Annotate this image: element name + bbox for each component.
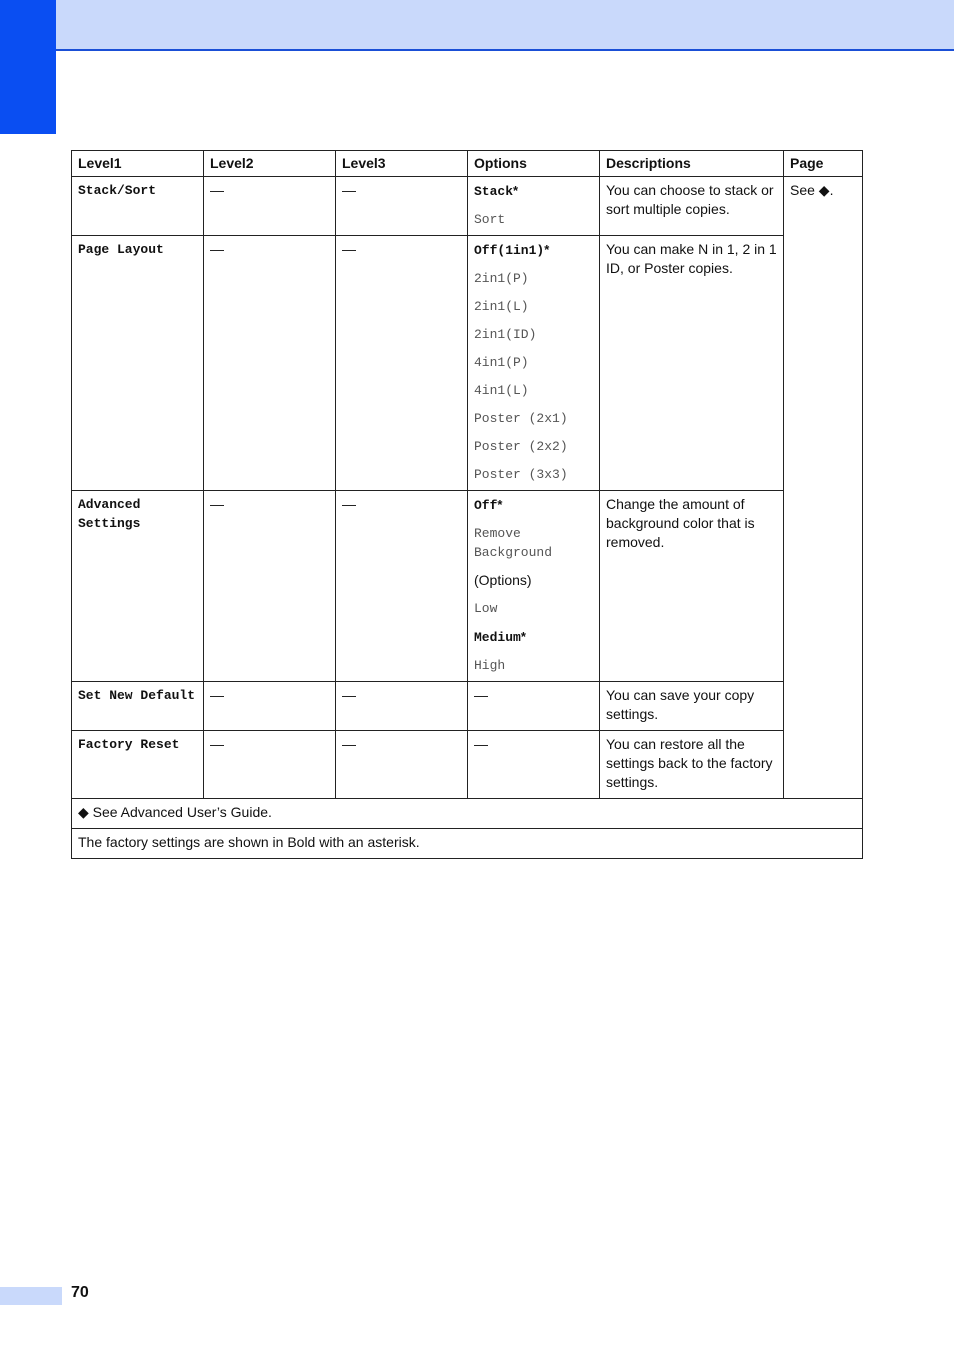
row-level1: Set New Default xyxy=(72,682,204,731)
option-item xyxy=(474,465,593,484)
table-row xyxy=(72,731,863,799)
option-item xyxy=(474,524,593,562)
option-label: 4in1(P) xyxy=(474,355,529,370)
option-item xyxy=(474,437,593,456)
copy-settings-table xyxy=(71,150,863,859)
option-item xyxy=(474,656,593,675)
option-label: Poster (3x3) xyxy=(474,467,568,482)
table-row xyxy=(72,491,863,682)
table-header-row xyxy=(72,151,863,177)
row-level3: — xyxy=(336,682,468,731)
header-level2: Level2 xyxy=(204,151,336,177)
row-level2: — xyxy=(204,236,336,491)
row-options xyxy=(468,236,600,491)
row-level1: Factory Reset xyxy=(72,731,204,799)
option-label: 2in1(P) xyxy=(474,271,529,286)
row-level3: — xyxy=(336,236,468,491)
option-item xyxy=(474,381,593,400)
row-options xyxy=(468,731,600,799)
option-item xyxy=(474,409,593,428)
row-options xyxy=(468,177,600,236)
option-label: 2in1(ID) xyxy=(474,327,537,342)
option-item xyxy=(474,181,593,201)
row-level3: — xyxy=(336,731,468,799)
option-label: Medium xyxy=(474,630,521,645)
row-description: You can save your copy settings. xyxy=(600,682,784,731)
table-row xyxy=(72,682,863,731)
default-asterisk: * xyxy=(497,497,503,512)
footnote-defaults: The factory settings are shown in Bold with an asterisk. xyxy=(72,829,863,859)
option-item xyxy=(474,240,593,260)
option-label: Low xyxy=(474,601,498,616)
row-level2: — xyxy=(204,177,336,236)
option-item: — xyxy=(474,736,488,752)
row-options xyxy=(468,682,600,731)
default-asterisk: * xyxy=(520,629,526,644)
header-level1: Level1 xyxy=(72,151,204,177)
option-label: Sort xyxy=(474,212,506,227)
row-description: Change the amount of background color that is removed. xyxy=(600,491,784,682)
row-level1: Page Layout xyxy=(72,236,204,491)
option-item: — xyxy=(474,687,488,703)
header-options: Options xyxy=(468,151,600,177)
row-level2: — xyxy=(204,731,336,799)
table-row xyxy=(72,177,863,236)
row-level3: — xyxy=(336,491,468,682)
option-label: 2in1(L) xyxy=(474,299,529,314)
option-item xyxy=(474,325,593,344)
page-number: 70 xyxy=(71,1284,89,1301)
option-item xyxy=(474,353,593,372)
footnote-guide: ◆ See Advanced User’s Guide. xyxy=(72,799,863,829)
option-label: Off(1in1) xyxy=(474,243,545,258)
row-description: You can choose to stack or sort multiple copies. xyxy=(600,177,784,236)
header-descriptions: Descriptions xyxy=(600,151,784,177)
header-level3: Level3 xyxy=(336,151,468,177)
table-row xyxy=(72,236,863,491)
row-options xyxy=(468,491,600,682)
option-item xyxy=(474,627,593,647)
option-label: Poster (2x2) xyxy=(474,439,568,454)
option-label: Off xyxy=(474,498,498,513)
option-item xyxy=(474,599,593,618)
option-label: Remove Background xyxy=(474,526,553,560)
row-level2: — xyxy=(204,682,336,731)
option-label: Poster (2x1) xyxy=(474,411,568,426)
default-asterisk: * xyxy=(513,183,519,198)
row-description: You can restore all the settings back to the factory settings. xyxy=(600,731,784,799)
option-label: 4in1(L) xyxy=(474,383,529,398)
footnote-row xyxy=(72,829,863,859)
header-page: Page xyxy=(784,151,863,177)
option-item xyxy=(474,210,593,229)
page-number-tab xyxy=(0,1287,62,1305)
option-item: (Options) xyxy=(474,572,532,588)
page-reference: See ◆. xyxy=(784,177,863,799)
row-level2: — xyxy=(204,491,336,682)
option-item xyxy=(474,297,593,316)
row-level1: Stack/Sort xyxy=(72,177,204,236)
footnote-row xyxy=(72,799,863,829)
option-item xyxy=(474,269,593,288)
chapter-tab xyxy=(0,0,56,134)
option-item xyxy=(474,495,593,515)
option-label: High xyxy=(474,658,506,673)
row-description: You can make N in 1, 2 in 1 ID, or Poster copies. xyxy=(600,236,784,491)
row-level3: — xyxy=(336,177,468,236)
row-level1: Advanced Settings xyxy=(72,491,204,682)
option-label: Stack xyxy=(474,184,514,199)
top-header-band xyxy=(0,0,954,51)
default-asterisk: * xyxy=(544,242,550,257)
